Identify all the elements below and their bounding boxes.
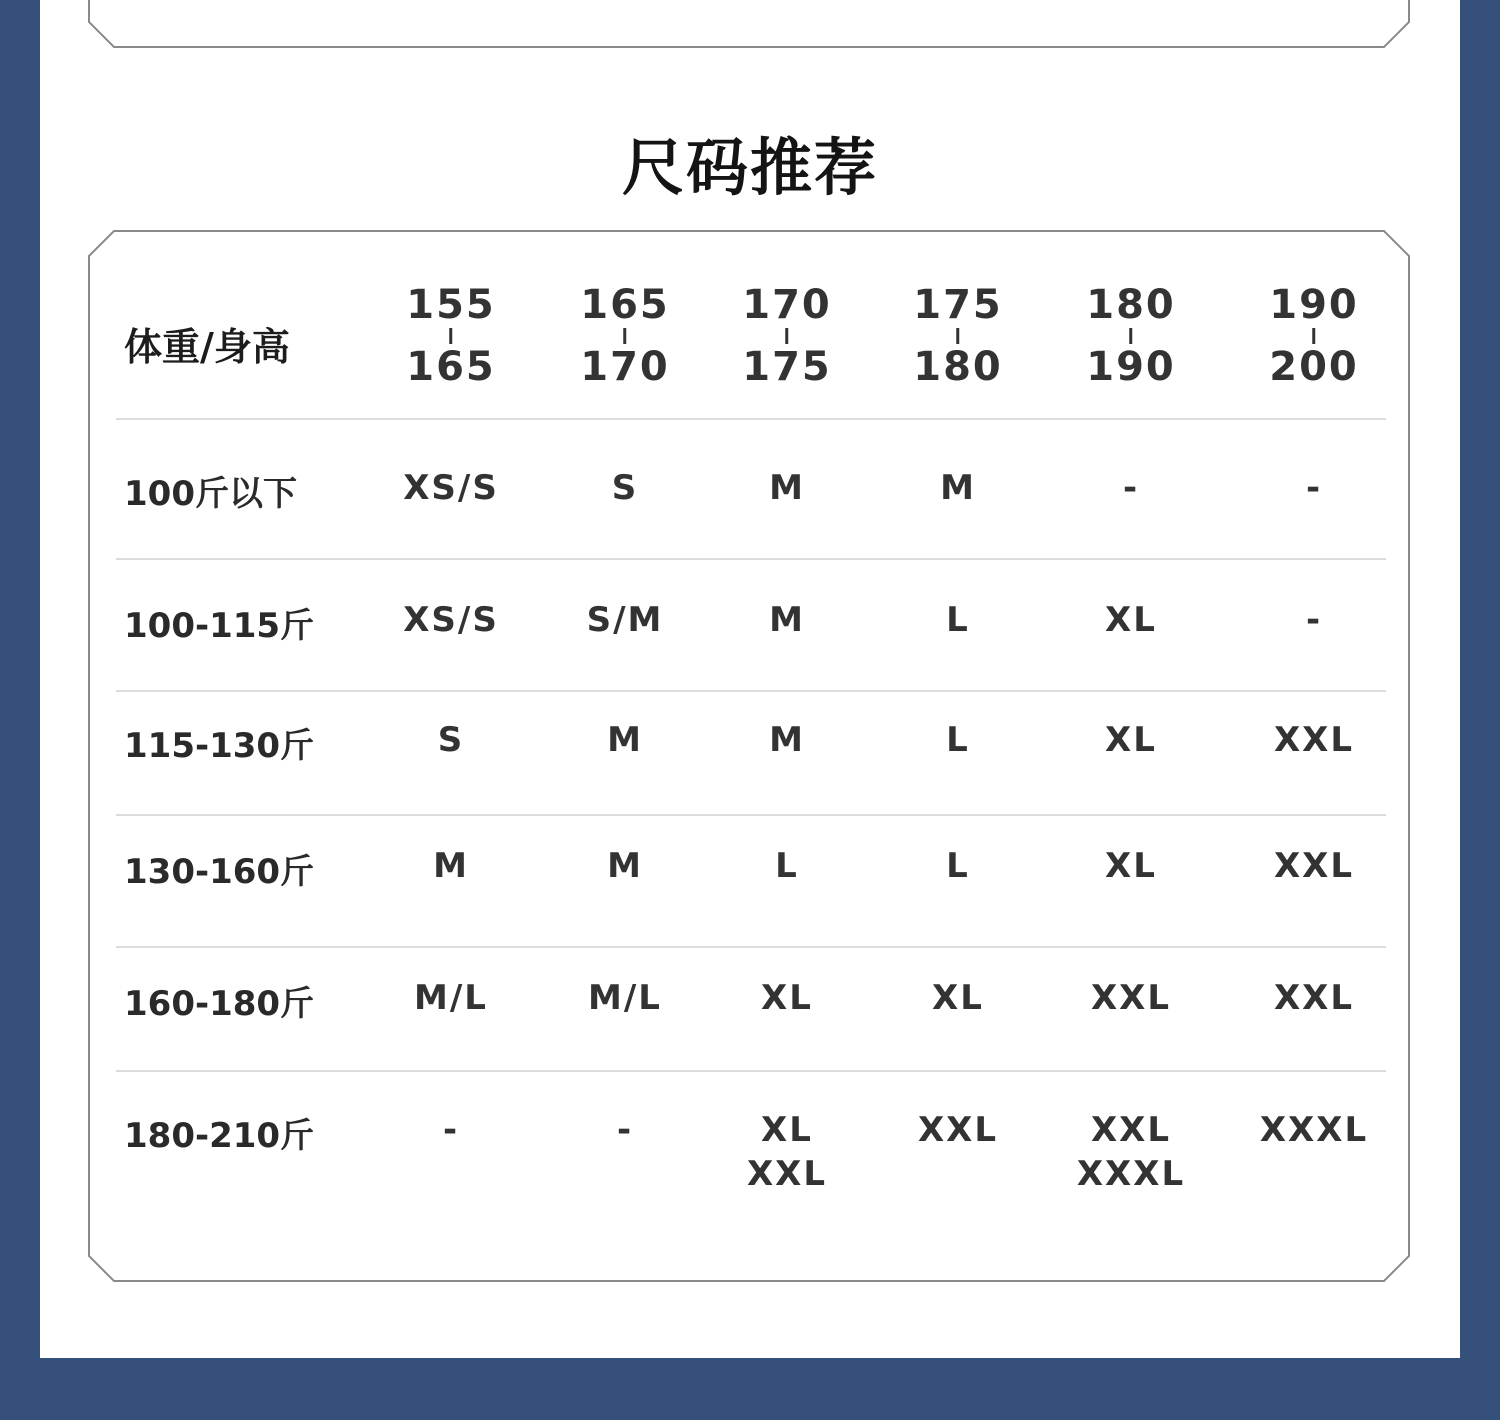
height-from: 155	[406, 282, 496, 328]
weight-row-label: 100-115斤	[124, 606, 315, 646]
size-cell: L	[946, 600, 970, 640]
size-table	[88, 230, 1410, 1282]
size-cell: M	[607, 846, 643, 886]
size-cell: XXL	[917, 1110, 999, 1150]
size-cell: XS/S	[403, 468, 499, 508]
height-from: 190	[1269, 282, 1359, 328]
range-tick	[1130, 328, 1133, 344]
height-to: 165	[406, 344, 496, 390]
size-cell: L	[946, 846, 970, 886]
size-cell: -	[1122, 468, 1140, 508]
height-from: 170	[742, 282, 832, 328]
size-cell: L	[946, 720, 970, 760]
weight-row-label: 130-160斤	[124, 852, 315, 892]
row-divider	[116, 418, 1386, 420]
size-cell: XXL	[1273, 846, 1355, 886]
row-divider	[116, 946, 1386, 948]
height-column-header	[1269, 282, 1359, 390]
size-cell: -	[1305, 468, 1323, 508]
weight-row-label: 100斤以下	[124, 474, 297, 514]
row-divider	[116, 558, 1386, 560]
size-cell: XS/S	[403, 600, 499, 640]
height-to: 175	[742, 344, 832, 390]
range-tick	[1313, 328, 1316, 344]
height-from: 175	[913, 282, 1003, 328]
row-divider	[116, 690, 1386, 692]
size-cell: -	[442, 1110, 460, 1150]
height-column-header	[1086, 282, 1176, 390]
size-cell: M/L	[588, 978, 662, 1018]
size-cell: XL	[761, 978, 813, 1018]
weight-row-label: 115-130斤	[124, 726, 315, 766]
height-from: 180	[1086, 282, 1176, 328]
size-cell: XL	[932, 978, 984, 1018]
weight-row-label: 180-210斤	[124, 1116, 315, 1156]
height-from: 165	[580, 282, 670, 328]
size-cell: M	[433, 846, 469, 886]
height-column-header	[406, 282, 496, 390]
content-sheet	[40, 0, 1460, 1358]
range-tick	[450, 328, 453, 344]
size-cell: M	[607, 720, 643, 760]
size-cell: M	[940, 468, 976, 508]
top-frame-border	[88, 0, 1410, 48]
size-cell: M/L	[414, 978, 488, 1018]
size-cell: S	[611, 468, 639, 508]
height-to: 170	[580, 344, 670, 390]
size-cell: M	[769, 720, 805, 760]
size-cell: XXL	[1090, 978, 1172, 1018]
range-tick	[957, 328, 960, 344]
height-column-header	[580, 282, 670, 390]
size-cell: XXXL	[1259, 1110, 1369, 1150]
size-cell: XXL	[1273, 978, 1355, 1018]
range-tick	[624, 328, 627, 344]
size-cell: XL	[1105, 720, 1157, 760]
weight-row-label: 160-180斤	[124, 984, 315, 1024]
size-cell: S/M	[586, 600, 664, 640]
corner-label: 体重/身高	[124, 325, 290, 369]
size-cell: M	[769, 468, 805, 508]
size-cell: XL	[1105, 600, 1157, 640]
row-divider	[116, 1070, 1386, 1072]
size-cell: XL XXL	[746, 1110, 828, 1194]
size-cell: -	[616, 1110, 634, 1150]
size-cell: XL	[1105, 846, 1157, 886]
size-cell: M	[769, 600, 805, 640]
row-divider	[116, 814, 1386, 816]
size-cell: XXL XXXL	[1076, 1110, 1186, 1194]
size-cell: XXL	[1273, 720, 1355, 760]
height-to: 200	[1269, 344, 1359, 390]
height-to: 180	[913, 344, 1003, 390]
height-column-header	[742, 282, 832, 390]
size-cell: -	[1305, 600, 1323, 640]
page-title: 尺码推荐	[621, 131, 878, 204]
height-to: 190	[1086, 344, 1176, 390]
range-tick	[786, 328, 789, 344]
size-cell: S	[437, 720, 465, 760]
height-column-header	[913, 282, 1003, 390]
size-cell: L	[775, 846, 799, 886]
